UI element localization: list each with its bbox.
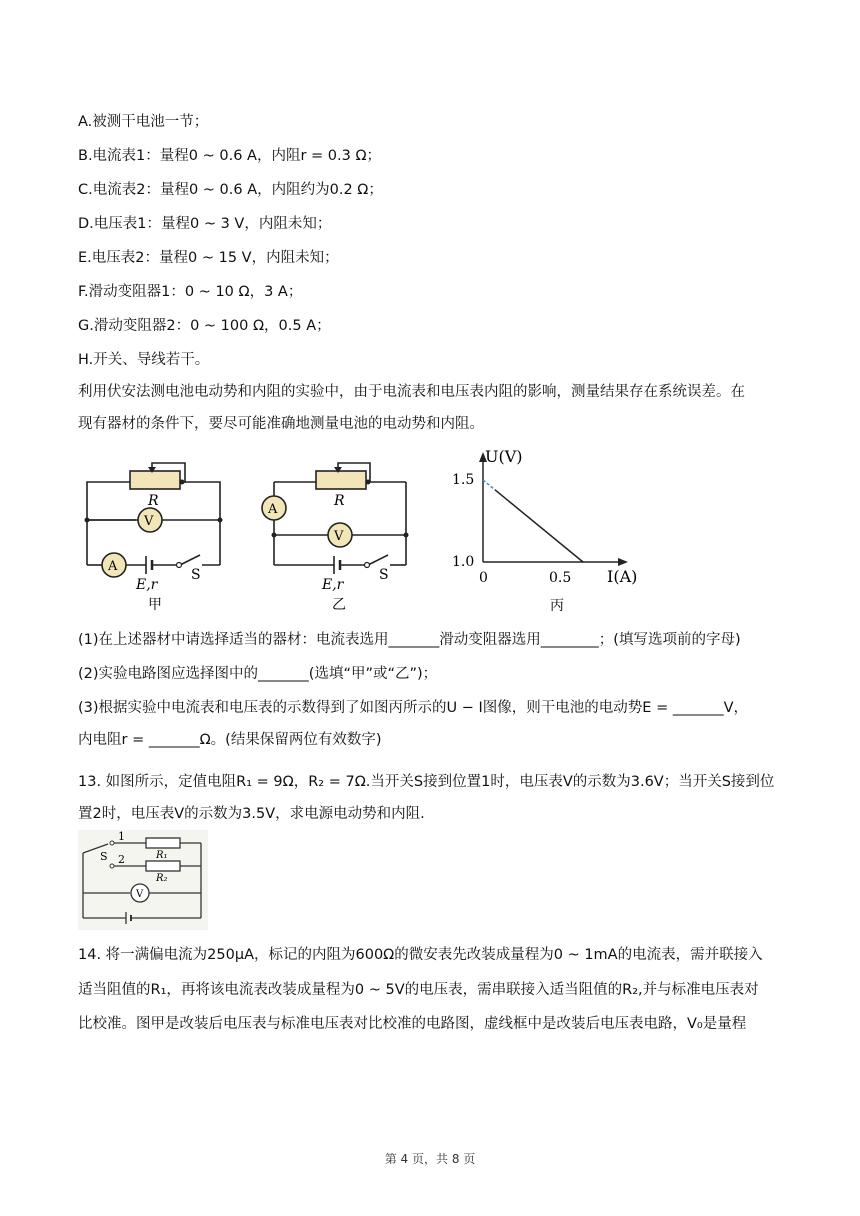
jia-label-v: V	[144, 514, 154, 529]
problem-13-line-2: 置2时，电压表V的示数为3.5V，求电源电动势和内阻.	[78, 806, 425, 822]
circuit-figure-yi	[258, 455, 418, 615]
question-3-line-1: (3)根据实验中电流表和电压表的示数得到了如图丙所示的U − I图像，则干电池的电动势E = _______V，	[78, 700, 748, 716]
fig13-label-2: 2	[118, 853, 125, 866]
yi-label-s: S	[379, 567, 389, 583]
jia-label-a: A	[108, 559, 118, 574]
ui-graph-bing	[445, 448, 675, 616]
question-3-line-2: 内电阻r = _______Ω。(结果保留两位有效数字)	[78, 732, 382, 748]
item-h: H.开关、导线若干。	[78, 352, 210, 368]
item-a: A.被测干电池一节；	[78, 114, 209, 130]
item-e: E.电压表2：量程0 ~ 15 V，内阻未知；	[78, 250, 339, 266]
jia-caption: 甲	[148, 597, 162, 613]
yi-label-a: A	[268, 502, 278, 517]
fig13-label-1: 1	[118, 830, 125, 843]
intro-line-2: 现有器材的条件下，要尽可能准确地测量电池的电动势和内阻。	[78, 416, 484, 432]
intro-line-1: 利用伏安法测电池电动势和内阻的实验中，由于电流表和电压表内阻的影响，测量结果存在系统误差。在	[78, 384, 745, 400]
fig13-label-r2: R₂	[156, 873, 168, 884]
yi-caption: 乙	[332, 597, 346, 613]
jia-label-r: R	[148, 493, 159, 509]
fig13-label-r1: R₁	[156, 850, 168, 861]
y-axis-label: U(V)	[485, 448, 523, 466]
x-tick-mid: 0.5	[549, 570, 572, 586]
fig13-label-s: S	[100, 850, 108, 863]
problem-13-line-1: 13. 如图所示，定值电阻R₁ = 9Ω，R₂ = 7Ω.当开关S接到位置1时，电压表V的示数为3.6V；当开关S接到位	[78, 774, 775, 790]
x-tick-origin: 0	[479, 570, 488, 586]
jia-label-s: S	[191, 567, 201, 583]
x-axis-arrow	[618, 558, 628, 566]
yi-label-er: E,r	[322, 577, 344, 593]
graph-line-solid	[495, 490, 583, 562]
question-1: (1)在上述器材中请选择适当的器材：电流表选用_______滑动变阻器选用________；(填写选项前的字母)	[78, 632, 741, 648]
jia-label-er: E,r	[136, 577, 158, 593]
problem-14-line-1: 14. 将一满偏电流为250μA，标记的内阻为600Ω的微安表先改装成量程为0 ~ 1mA的电流表，需并联接入	[78, 947, 763, 963]
fig13-label-v: V	[136, 889, 144, 900]
yi-label-v: V	[334, 529, 344, 544]
bing-caption: 丙	[550, 598, 564, 614]
problem-14-line-2: 适当阻值的R₁，再将该电流表改装成量程为0 ~ 5V的电压表，需串联接入适当阻值的R₂,并与标准电压表对	[78, 982, 759, 998]
circuit-figure-13	[78, 830, 208, 930]
y-tick-top: 1.5	[452, 472, 475, 488]
circuit-figure-jia	[80, 455, 230, 615]
item-f: F.滑动变阻器1：0 ~ 10 Ω，3 A；	[78, 284, 303, 300]
yi-label-r: R	[334, 493, 345, 509]
y-tick-bottom: 1.0	[452, 554, 475, 570]
item-g: G.滑动变阻器2：0 ~ 100 Ω，0.5 A；	[78, 318, 331, 334]
item-d: D.电压表1：量程0 ~ 3 V，内阻未知；	[78, 216, 332, 232]
item-b: B.电流表1：量程0 ~ 0.6 A，内阻r = 0.3 Ω；	[78, 148, 382, 164]
question-2: (2)实验电路图应选择图中的_______(选填“甲”或“乙”)；	[78, 666, 438, 682]
graph-line-dashed	[483, 480, 495, 490]
problem-14-line-3: 比校准。图甲是改装后电压表与标准电压表对比校准的电路图，虚线框中是改装后电压表电路，V₀是量程	[78, 1016, 747, 1032]
x-axis-label: I(A)	[607, 567, 638, 586]
item-c: C.电流表2：量程0 ~ 0.6 A，内阻约为0.2 Ω；	[78, 182, 383, 198]
page-footer: 第 4 页，共 8 页	[384, 1152, 476, 1166]
